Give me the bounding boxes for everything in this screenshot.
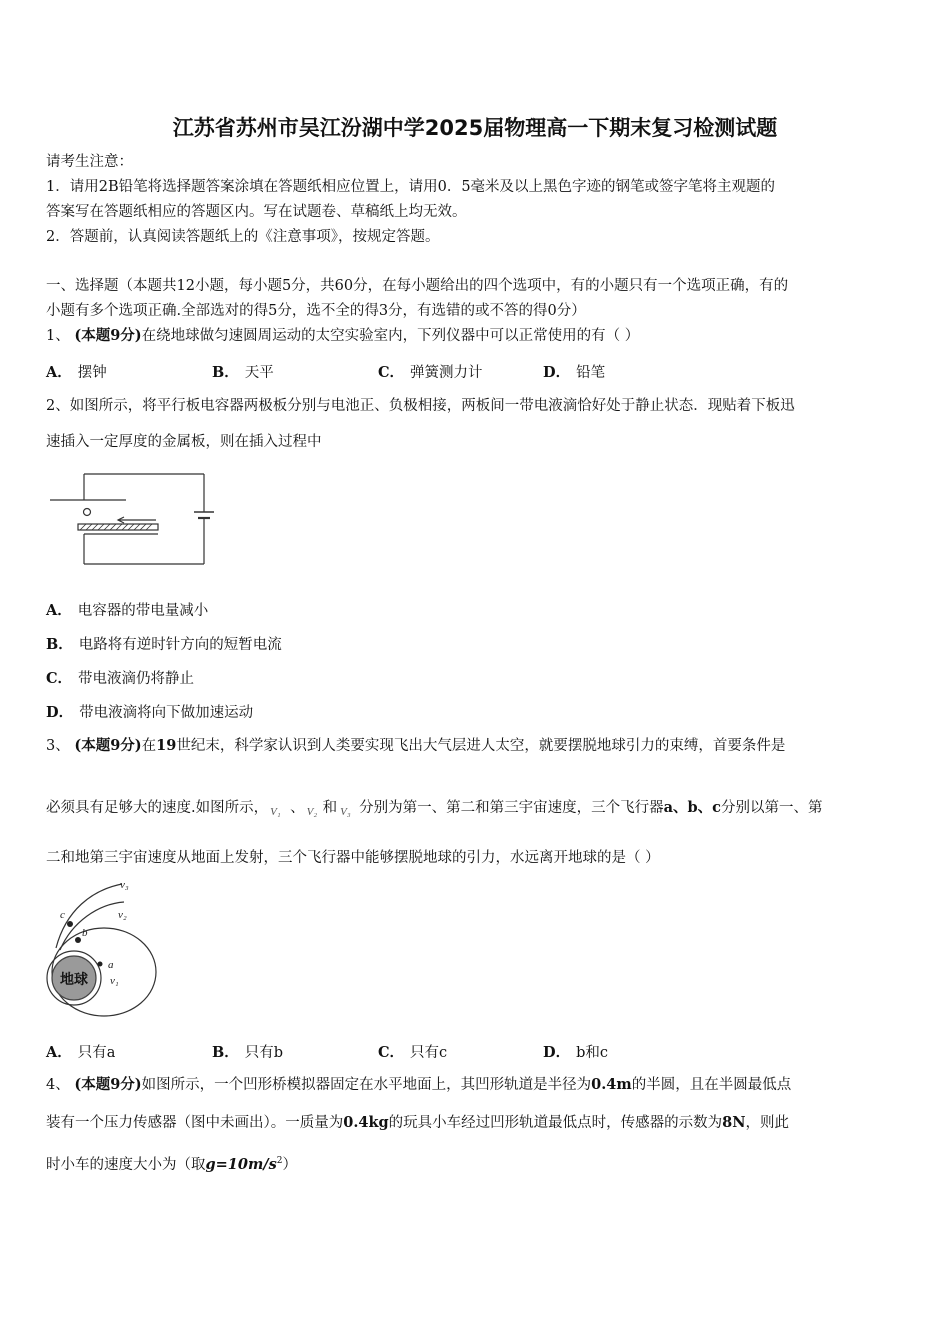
notice-item: 1．请用2B铅笔将选择题答案涂填在答题纸相应位置上，请用0．5毫米及以上黑色字迹的钢笔或签字笔将主观题的 [46, 179, 776, 195]
question-text: a、b、c [663, 799, 721, 816]
point-c [67, 921, 73, 927]
option-label: A． [46, 364, 72, 381]
question-2-line: 速插入一定厚度的金属板，则在插入过程中 [46, 434, 322, 450]
question-text: 在绕地球做匀速圆周运动的太空实验室内，下列仪器中可以正常使用的有（ ） [141, 328, 640, 344]
question-text: 在 [141, 738, 157, 754]
option-a[interactable] [46, 1041, 115, 1062]
option-text: 带电液滴仍将静止 [78, 671, 195, 687]
label-v2: v₂ [118, 909, 127, 921]
earth-label: 地球 [60, 972, 88, 988]
option-d[interactable] [543, 361, 605, 382]
option-label: B． [46, 636, 73, 653]
question-score: (本题9分) [74, 1076, 142, 1093]
question-score: (本题9分) [74, 737, 142, 754]
option-text: 天平 [244, 365, 274, 381]
question-text: 必须具有足够大的速度.如图所示， [46, 800, 269, 816]
option-text: 铅笔 [576, 365, 606, 381]
question-3 [46, 736, 785, 756]
label-b: b [82, 927, 88, 939]
notice-item: 答案写在答题纸相应的答题区内。写在试题卷、草稿纸上均无效。 [46, 204, 467, 220]
question-text: 19 [156, 737, 177, 754]
option-label: D． [543, 364, 571, 381]
droplet [84, 509, 91, 516]
option-label: A． [46, 602, 72, 619]
option-label: D． [46, 704, 74, 721]
question-text: 0.4kg [343, 1114, 389, 1131]
question-text: 、 [290, 800, 305, 816]
label-a: a [108, 959, 114, 971]
superscript: 2 [276, 1156, 283, 1166]
option-text: 只有c [410, 1045, 448, 1061]
question-number: 1、 [46, 328, 70, 344]
question-text: 和 [322, 800, 338, 816]
question-number: 4、 [46, 1077, 70, 1093]
option-b[interactable] [212, 361, 274, 382]
question-4-line [46, 1113, 789, 1133]
point-a [98, 962, 103, 967]
option-text: b和c [576, 1045, 608, 1061]
question-text: 世纪末，科学家认识到人类要实现飞出大气层进人太空，就要摆脱地球引力的束缚，首要条件是 [176, 738, 786, 754]
option-d[interactable] [46, 701, 253, 722]
section-heading: 一、选择题（本题共12小题，每小题5分，共60分，在每小题给出的四个选项中，有的小题只有一个选项正确，有的 [46, 278, 789, 294]
option-b[interactable] [46, 633, 282, 654]
option-text: 弹簧测力计 [410, 365, 483, 381]
option-label: B． [212, 364, 239, 381]
option-label: B． [212, 1044, 239, 1061]
question-text: 8N [722, 1114, 746, 1131]
label-v3: v₃ [120, 879, 129, 891]
option-text: 带电液滴将向下做加速运动 [79, 705, 254, 721]
question-text: 0.4m [591, 1076, 632, 1093]
option-label: A． [46, 1044, 72, 1061]
question-4-line [46, 1151, 297, 1175]
option-text: 摆钟 [77, 365, 107, 381]
option-b[interactable] [212, 1041, 283, 1062]
option-c[interactable] [378, 361, 483, 382]
question-text: 的半圆，且在半圆最低点 [631, 1077, 792, 1093]
option-text: 只有a [77, 1045, 116, 1061]
option-c[interactable] [46, 667, 194, 688]
question-number: 3、 [46, 738, 70, 754]
option-label: D． [543, 1044, 571, 1061]
question-2-line: 2、如图所示，将平行板电容器两极板分别与电池正、负极相接，两板间一带电液滴恰好处于静止状态．现贴着下板迅 [46, 398, 795, 414]
question-text: g=10m/s [205, 1155, 277, 1173]
capacitor-circuit-figure [46, 468, 216, 568]
question-text: 分别为第一、第二和第三宇宙速度，三个飞行器 [359, 800, 664, 816]
question-1 [46, 326, 639, 346]
question-3-line: 二和地第三宇宙速度从地面上发射，三个飞行器中能够摆脱地球的引力，水远离开地球的是（ ） [46, 850, 660, 866]
label-v1: v₁ [110, 975, 119, 987]
v3-symbol: V₃ [340, 806, 351, 818]
question-score: (本题9分) [74, 327, 142, 344]
option-a[interactable] [46, 599, 208, 620]
question-text: ，则此 [745, 1115, 790, 1131]
option-text: 电路将有逆时针方向的短暂电流 [78, 637, 282, 653]
question-3-line [46, 798, 822, 818]
option-label: C． [46, 670, 73, 687]
v1-symbol: V₁ [270, 806, 281, 818]
label-c: c [60, 909, 65, 921]
question-text: ） [282, 1156, 298, 1173]
question-text: 分别以第一、第 [720, 800, 823, 816]
notice-heading: 请考生注意： [46, 154, 133, 170]
question-text: 装有一个压力传感器（图中未画出）。一质量为 [46, 1115, 344, 1131]
section-heading: 小题有多个选项正确.全部选对的得5分，选不全的得3分，有选错的或不答的得0分） [46, 303, 586, 319]
option-d[interactable] [543, 1041, 608, 1062]
page-title: 江苏省苏州市吴江汾湖中学2025届物理高一下期末复习检测试题 [172, 116, 778, 140]
question-text: 的玩具小车经过凹形轨道最低点时，传感器的示数为 [388, 1115, 723, 1131]
v2-symbol: V₂ [306, 806, 318, 818]
option-text: 只有b [244, 1045, 284, 1061]
question-4 [46, 1075, 791, 1095]
metal-slab [78, 524, 158, 530]
point-b [75, 937, 81, 943]
option-a[interactable] [46, 361, 107, 382]
question-text: 如图所示，一个凹形桥模拟器固定在水平地面上，其凹形轨道是半径为 [141, 1077, 592, 1093]
option-c[interactable] [378, 1041, 447, 1062]
option-label: C． [378, 364, 405, 381]
question-text: 时小车的速度大小为（取 [46, 1156, 206, 1173]
option-label: C． [378, 1044, 405, 1061]
notice-item: 2．答题前，认真阅读答题纸上的《注意事项》，按规定答题。 [46, 229, 440, 245]
option-text: 电容器的带电量减小 [77, 603, 209, 619]
cosmic-velocity-figure [42, 876, 162, 1018]
